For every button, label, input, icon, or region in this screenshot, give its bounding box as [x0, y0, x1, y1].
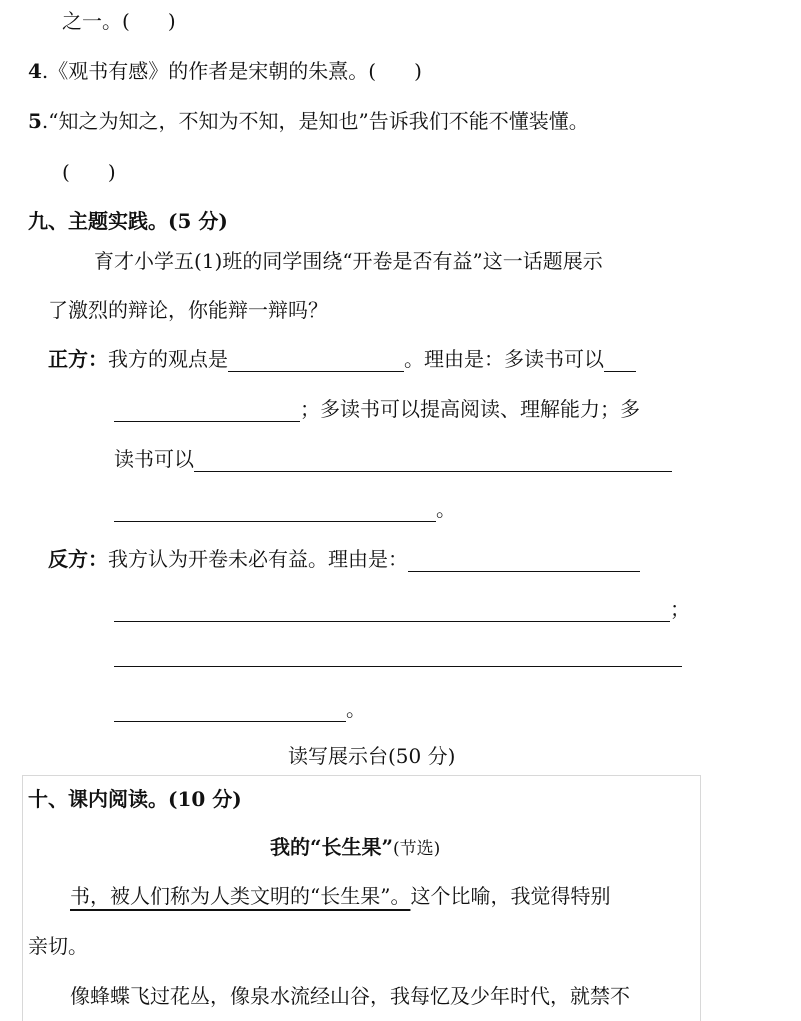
con-line-4: 。	[114, 696, 366, 722]
con-reason-blank-2[interactable]	[114, 601, 670, 622]
section-9-title: 九、主题实践。(5 分)	[28, 209, 228, 233]
con-reason-blank-3[interactable]	[114, 666, 682, 667]
paragraph-2-line-1: 像蜂蝶飞过花丛，像泉水流经山谷，我每忆及少年时代，就禁不	[70, 984, 630, 1008]
article-title: 我的“长生果”(节选)	[270, 835, 441, 859]
article-note: (节选)	[393, 839, 441, 859]
con-line-2: ；	[114, 596, 690, 622]
pro-line-4: 。	[114, 496, 456, 522]
pro-reason-3-blank-end[interactable]	[114, 501, 436, 522]
question-4: 4.《观书有感》的作者是宋朝的朱熹。( )	[28, 59, 422, 83]
question-number: 5	[28, 109, 42, 133]
question-5-answer-paren: ( )	[62, 160, 116, 184]
question-5: 5.“知之为知之，不知为不知，是知也”告诉我们不能不懂装懂。	[28, 109, 589, 133]
paragraph-1-line-1: 书，被人们称为人类文明的“长生果”。这个比喻，我觉得特别	[70, 884, 611, 908]
reading-section-header: 读写展示台(50 分)	[288, 744, 456, 768]
question-3-tail: 之一。( )	[62, 9, 176, 33]
section-9-intro-line1: 育才小学五(1)班的同学围绕“开卷是否有益”这一话题展示	[94, 249, 603, 273]
paragraph-1-line-2: 亲切。	[28, 934, 88, 958]
section-9-intro-line2: 了激烈的辩论，你能辩一辩吗？	[48, 298, 328, 322]
con-label: 反方：	[48, 547, 108, 571]
pro-viewpoint-blank[interactable]	[228, 351, 404, 372]
pro-line-1: 正方：我方的观点是 。理由是：多读书可以	[48, 346, 636, 372]
pro-reason-3-blank[interactable]	[194, 451, 672, 472]
pro-label: 正方：	[48, 347, 108, 371]
question-number: 4	[28, 59, 42, 83]
pro-line-3: 读书可以	[114, 446, 672, 472]
section-10-title: 十、课内阅读。(10 分)	[28, 787, 242, 811]
pro-line-2: ；多读书可以提高阅读、理解能力；多	[114, 396, 640, 422]
con-reason-blank-1[interactable]	[408, 551, 640, 572]
con-reason-blank-4[interactable]	[114, 701, 346, 722]
con-line-1: 反方：我方认为开卷未必有益。理由是：	[48, 546, 640, 572]
underlined-sentence: 书，被人们称为人类文明的“长生果”。	[70, 884, 411, 908]
pro-reason-1-blank-start[interactable]	[604, 351, 636, 372]
pro-reason-1-blank[interactable]	[114, 401, 300, 422]
